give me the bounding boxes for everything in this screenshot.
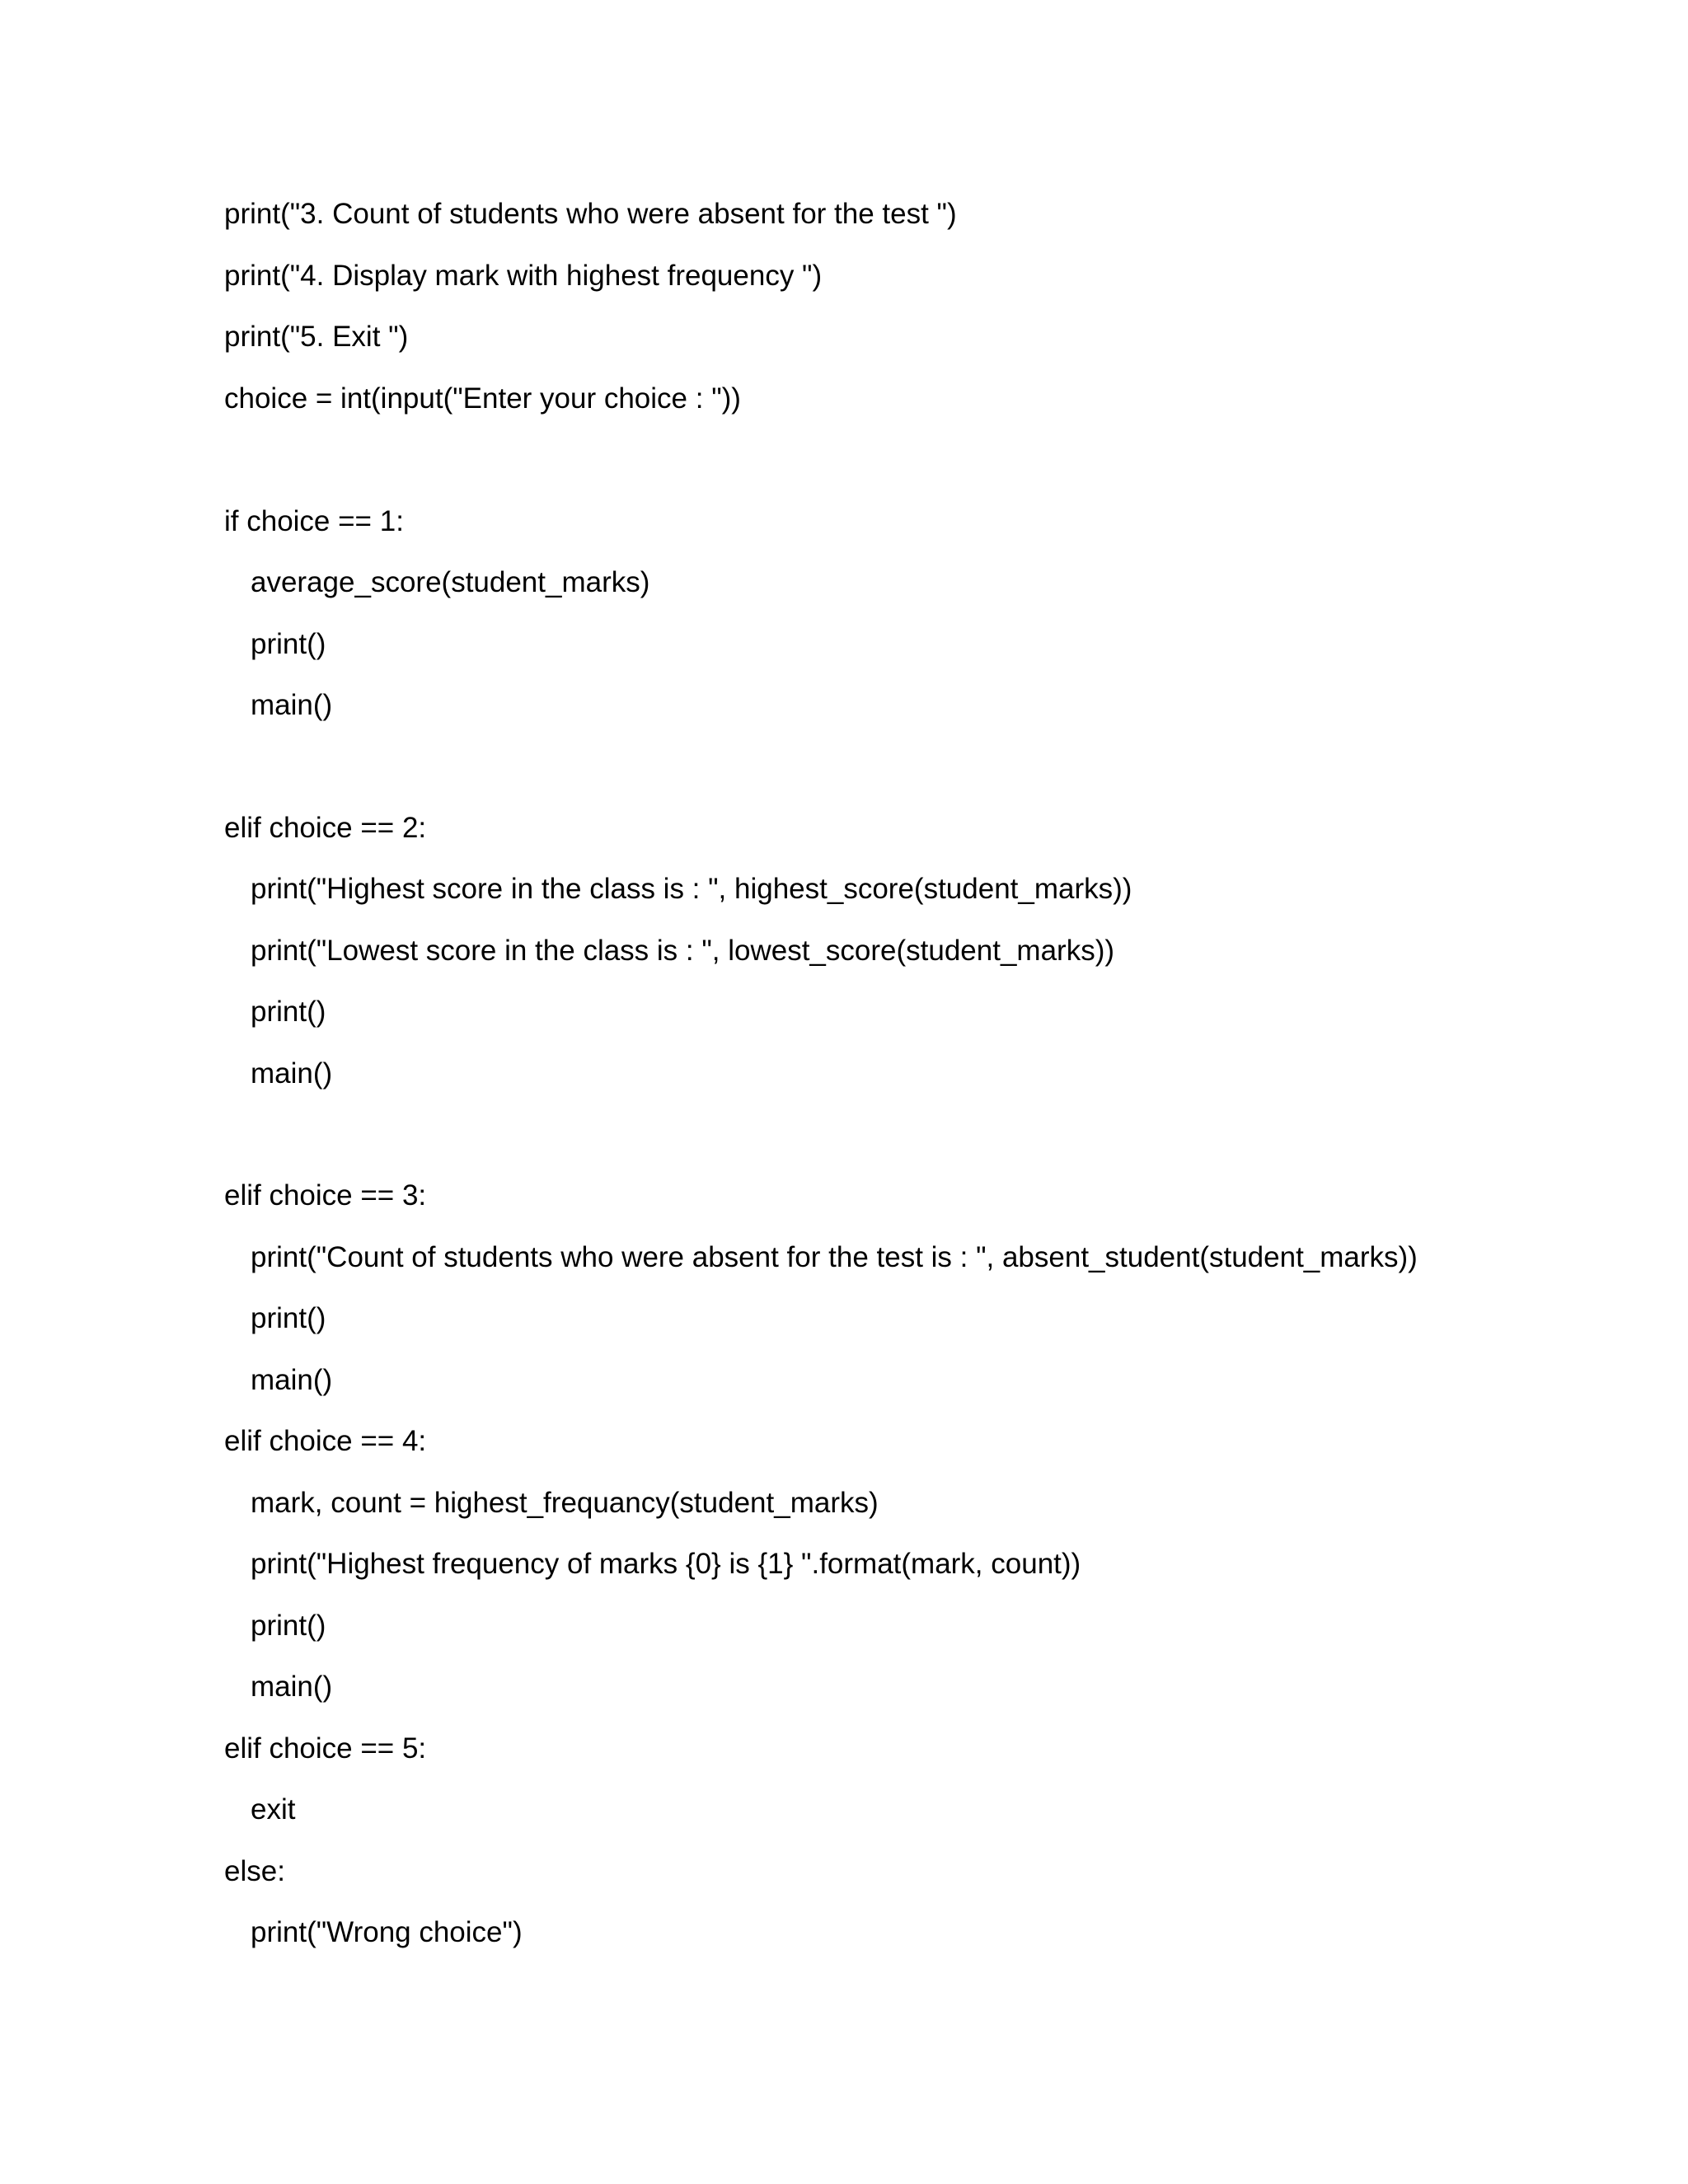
code-line: elif choice == 2: <box>224 812 427 844</box>
code-line: else: <box>224 1855 285 1887</box>
code-line: print("Lowest score in the class is : ", lowest_score(student_marks)) <box>251 935 1115 967</box>
code-line: exit <box>251 1793 296 1825</box>
code-line: if choice == 1: <box>224 505 404 537</box>
code-line: mark, count = highest_frequancy(student_marks) <box>251 1487 879 1519</box>
code-line: elif choice == 5: <box>224 1732 427 1765</box>
code-line: print("3. Count of students who were absent for the test ") <box>224 198 957 230</box>
code-line: print() <box>251 628 326 660</box>
code-line: print("Highest score in the class is : ", highest_score(student_marks)) <box>251 873 1132 905</box>
code-line: elif choice == 4: <box>224 1425 427 1457</box>
code-line: print("Highest frequency of marks {0} is {1} ".format(mark, count)) <box>251 1548 1081 1580</box>
code-line: main() <box>251 1057 333 1090</box>
code-line: main() <box>251 1364 333 1396</box>
code-line: print() <box>251 1610 326 1642</box>
code-line: elif choice == 3: <box>224 1179 427 1212</box>
code-line: average_score(student_marks) <box>251 566 650 598</box>
code-line: print("4. Display mark with highest frequency ") <box>224 260 823 292</box>
code-line: main() <box>251 689 333 721</box>
code-line: print("Wrong choice") <box>251 1916 523 1948</box>
code-line: choice = int(input("Enter your choice : ")) <box>224 382 741 415</box>
code-line: print("Count of students who were absent for the test is : ", absent_student(student_marks)) <box>251 1241 1418 1273</box>
code-line: print() <box>251 996 326 1028</box>
code-line: print() <box>251 1302 326 1334</box>
code-line: main() <box>251 1671 333 1703</box>
code-line: print("5. Exit ") <box>224 321 409 353</box>
